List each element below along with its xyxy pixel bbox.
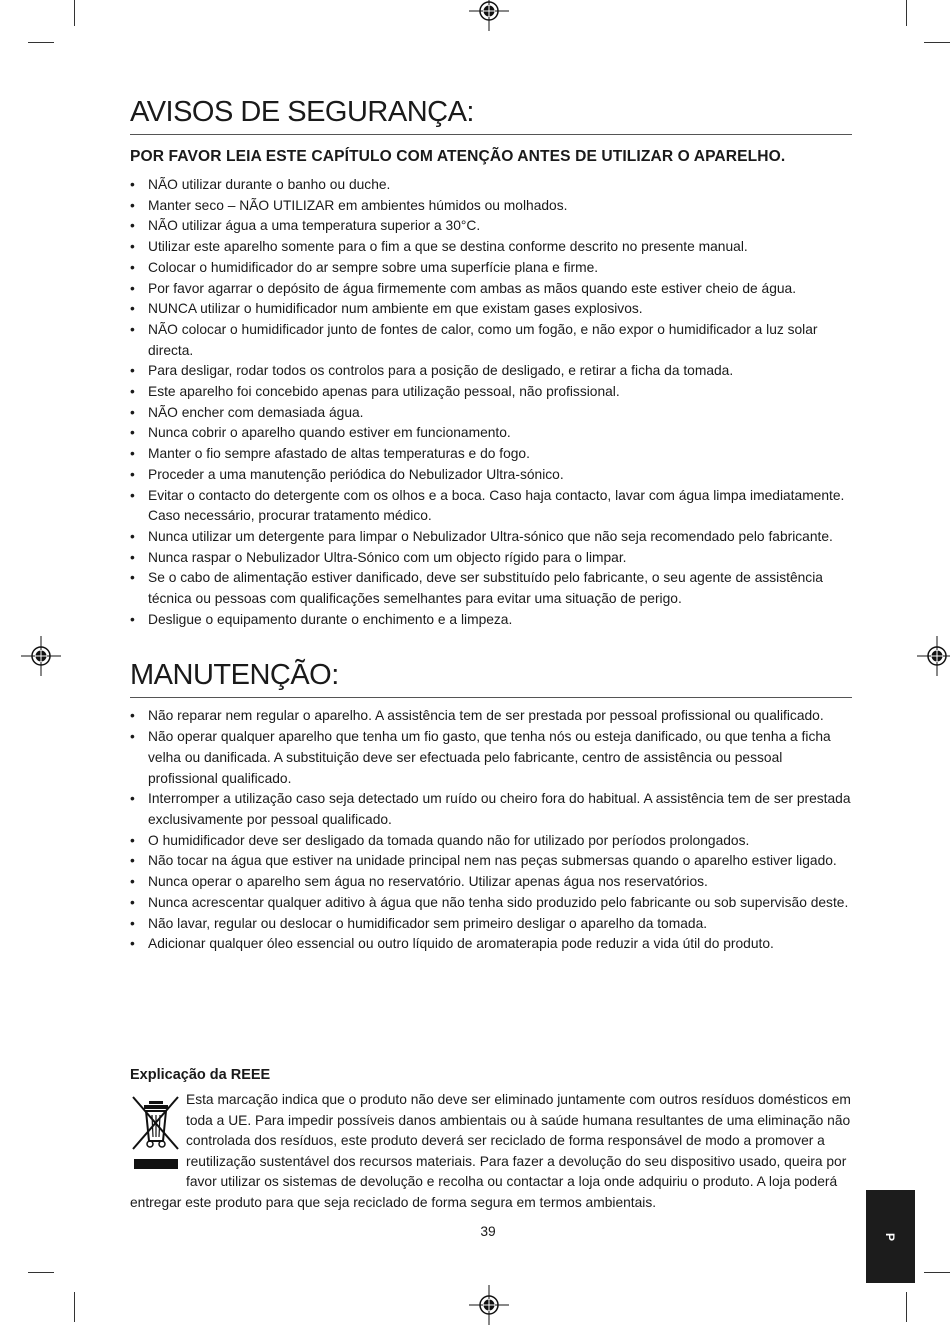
maintenance-section [130, 658, 852, 954]
crop-mark [74, 0, 75, 26]
registration-mark-icon [469, 1285, 509, 1325]
weee-paragraph: Esta marcação indica que o produto não deve ser eliminado juntamente com outros resíduos domésticos em toda a UE. Para impedir possíveis danos ambientais ou à saúde humana resultantes de uma eliminação não controlada dos resíduos, este produto deverá ser reciclado de forma responsável de modo a promover a reutilização sustentável dos recursos materiais. Para fazer a devolução do seu dispositivo usado, queira por favor utilizar os sistemas de devolução e recolha ou contactar a loja onde adquiriu o produto. A loja poderá entregar este produto para que seja reciclado de forma segura em termos ambientais. [130, 1092, 851, 1210]
list-item: • Nunca utilizar um detergente para limpar o Nebulizador Ultra-sónico que não seja recomendado pelo fabricante. [130, 527, 852, 548]
list-item: • Manter o fio sempre afastado de altas temperaturas e do fogo. [130, 444, 852, 465]
language-tab [866, 1190, 915, 1283]
crop-mark [906, 0, 907, 26]
crop-mark [924, 42, 950, 43]
safety-list [130, 175, 852, 630]
list-item: • Desligue o equipamento durante o enchimento e a limpeza. [130, 610, 852, 631]
list-item: • Utilizar este aparelho somente para o fim a que se destina conforme descrito no presente manual. [130, 237, 852, 258]
list-item: • Manter seco – NÃO UTILIZAR em ambientes húmidos ou molhados. [130, 196, 852, 217]
crop-mark [74, 1292, 75, 1322]
list-item: • Se o cabo de alimentação estiver danificado, deve ser substituído pelo fabricante, o seu agente de assistência técnica ou pessoas com qualificações semelhantes para evitar uma situação de perigo. [130, 568, 852, 609]
list-item: • Não tocar na água que estiver na unidade principal nem nas peças submersas quando o aparelho estiver ligado. [130, 851, 852, 872]
list-item: • Não reparar nem regular o aparelho. A assistência tem de ser prestada por pessoal profissional ou qualificado. [130, 706, 852, 727]
maintenance-title: MANUTENÇÃO: [130, 658, 852, 698]
list-item: • Evitar o contacto do detergente com os olhos e a boca. Caso haja contacto, lavar com água limpa imediatamente. Caso necessário, procurar tratamento médico. [130, 486, 852, 527]
language-tab-label: P [883, 1232, 898, 1241]
list-item: • Interromper a utilização caso seja detectado um ruído ou cheiro fora do habitual. A assistência tem de ser prestada exclusivamente por pessoal qualificado. [130, 789, 852, 830]
list-item: • Proceder a uma manutenção periódica do Nebulizador Ultra-sónico. [130, 465, 852, 486]
list-item: • NÃO encher com demasiada água. [130, 403, 852, 424]
list-item: • Para desligar, rodar todos os controlos para a posição de desligado, e retirar a ficha da tomada. [130, 361, 852, 382]
list-item: • Nunca raspar o Nebulizador Ultra-Sónico com um objecto rígido para o limpar. [130, 548, 852, 569]
weee-block [130, 1090, 852, 1214]
list-item: • Adicionar qualquer óleo essencial ou outro líquido de aromaterapia pode reduzir a vida útil do produto. [130, 934, 852, 955]
safety-section [130, 95, 852, 630]
list-item: • NUNCA utilizar o humidificador num ambiente em que existam gases explosivos. [130, 299, 852, 320]
maintenance-list [130, 706, 852, 954]
list-item: • Nunca acrescentar qualquer aditivo à água que não tenha sido produzido pelo fabricante ou sob supervisão deste. [130, 893, 852, 914]
list-item: • Por favor agarrar o depósito de água firmemente com ambas as mãos quando este estiver cheio de água. [130, 279, 852, 300]
registration-mark-icon [21, 636, 61, 676]
list-item: • Não lavar, regular ou deslocar o humidificador sem primeiro desligar o aparelho da tomada. [130, 914, 852, 935]
list-item: • Nunca cobrir o aparelho quando estiver em funcionamento. [130, 423, 852, 444]
list-item: • Nunca operar o aparelho sem água no reservatório. Utilizar apenas água nos reservatórios. [130, 872, 852, 893]
list-item: • Não operar qualquer aparelho que tenha um fio gasto, que tenha nós ou esteja danificado, ou que tenha a ficha velha ou danificada. A substituição deve ser efectuada pelo fabricante, centro de assistência ou pessoal profissional qualificado. [130, 727, 852, 789]
weee-title: Explicação da REEE [130, 1067, 271, 1083]
crop-mark [906, 1292, 907, 1322]
safety-subtitle: POR FAVOR LEIA ESTE CAPÍTULO COM ATENÇÃO ANTES DE UTILIZAR O APARELHO. [130, 148, 786, 165]
list-item: • NÃO colocar o humidificador junto de fontes de calor, como um fogão, e não expor o humidificador a luz solar directa. [130, 320, 852, 361]
registration-mark-icon [469, 0, 509, 31]
list-item: • O humidificador deve ser desligado da tomada quando não for utilizado por períodos prolongados. [130, 831, 852, 852]
main-content [130, 95, 852, 955]
crop-mark [28, 1272, 54, 1273]
list-item: • Este aparelho foi concebido apenas para utilização pessoal, não profissional. [130, 382, 852, 403]
list-item: • NÃO utilizar durante o banho ou duche. [130, 175, 852, 196]
registration-mark-icon [917, 636, 950, 676]
crop-mark [28, 42, 54, 43]
list-item: • Colocar o humidificador do ar sempre sobre uma superfície plana e firme. [130, 258, 852, 279]
crop-mark [924, 1272, 950, 1273]
crossed-out-wheelie-bin-icon [130, 1093, 182, 1173]
list-item: • NÃO utilizar água a uma temperatura superior a 30°C. [130, 216, 852, 237]
safety-title: AVISOS DE SEGURANÇA: [130, 95, 852, 135]
page-number: 39 [480, 1224, 496, 1239]
